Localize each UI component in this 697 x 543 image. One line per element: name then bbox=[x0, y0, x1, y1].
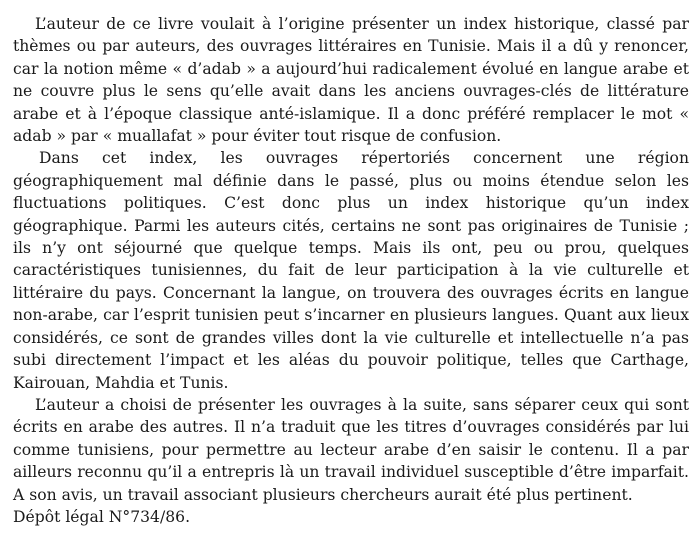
paragraph-presentation: L’auteur a choisi de présenter les ouvrages à la suite, sans séparer ceux qui sont écrits en arabe des autres. Il n’a traduit que les titres d’ouvrages considérés par lui comme tunisiens, pour permettre au lecteur arabe d’en saisir le contenu. Il a par ailleurs reconnu qu’il a entrepris là un travail individuel susceptible d’être imparfait. A son avis, un travail associant plusieurs chercheurs aurait été plus pertinent. bbox=[13, 395, 689, 504]
paragraph-index-scope: Dans cet index, les ouvrages répertoriés concernent une région géographiquement mal définie dans le passé, plus ou moins étendue selon les fluctuations politiques. C’est donc plus un index historique qu’un index géographique. Parmi les auteurs cités, certains ne sont pas originaires de Tunisie ; ils n’y ont séjourné que quelque temps. Mais ils ont, peu ou prou, quelques caractéristiques tunisiennes, du fait de leur participation à la vie culturelle et littéraire du pays. Concernant la langue, on trouvera des ouvrages écrits en langue non-arabe, car l’esprit tunisien peut s’incarner en plusieurs langues. Quant aux lieux considérés, ce sont de grandes villes dont la vie culturelle et intellectuelle n’a pas subi directement l’impact et les aléas du pouvoir politique, telles que Carthage, Kairouan, Mahdia et Tunis. bbox=[13, 149, 689, 392]
document-page bbox=[13, 13, 689, 528]
legal-deposit: Dépôt légal N°734/86. bbox=[13, 507, 191, 526]
paragraph-intro: L’auteur de ce livre voulait à l’origine présenter un index historique, classé par thèmes ou par auteurs, des ouvrages littéraires en Tunisie. Mais il a dû y renoncer, car la notion même « d’adab » a aujourd’hui radicalement évolué en langue arabe et ne couvre plus le sens qu’elle avait dans les anciens ouvrages-clés de littérature arabe et à l’époque classique anté-islamique. Il a donc préféré remplacer le mot « adab » par « muallafat » pour éviter tout risque de confusion. bbox=[13, 15, 689, 146]
